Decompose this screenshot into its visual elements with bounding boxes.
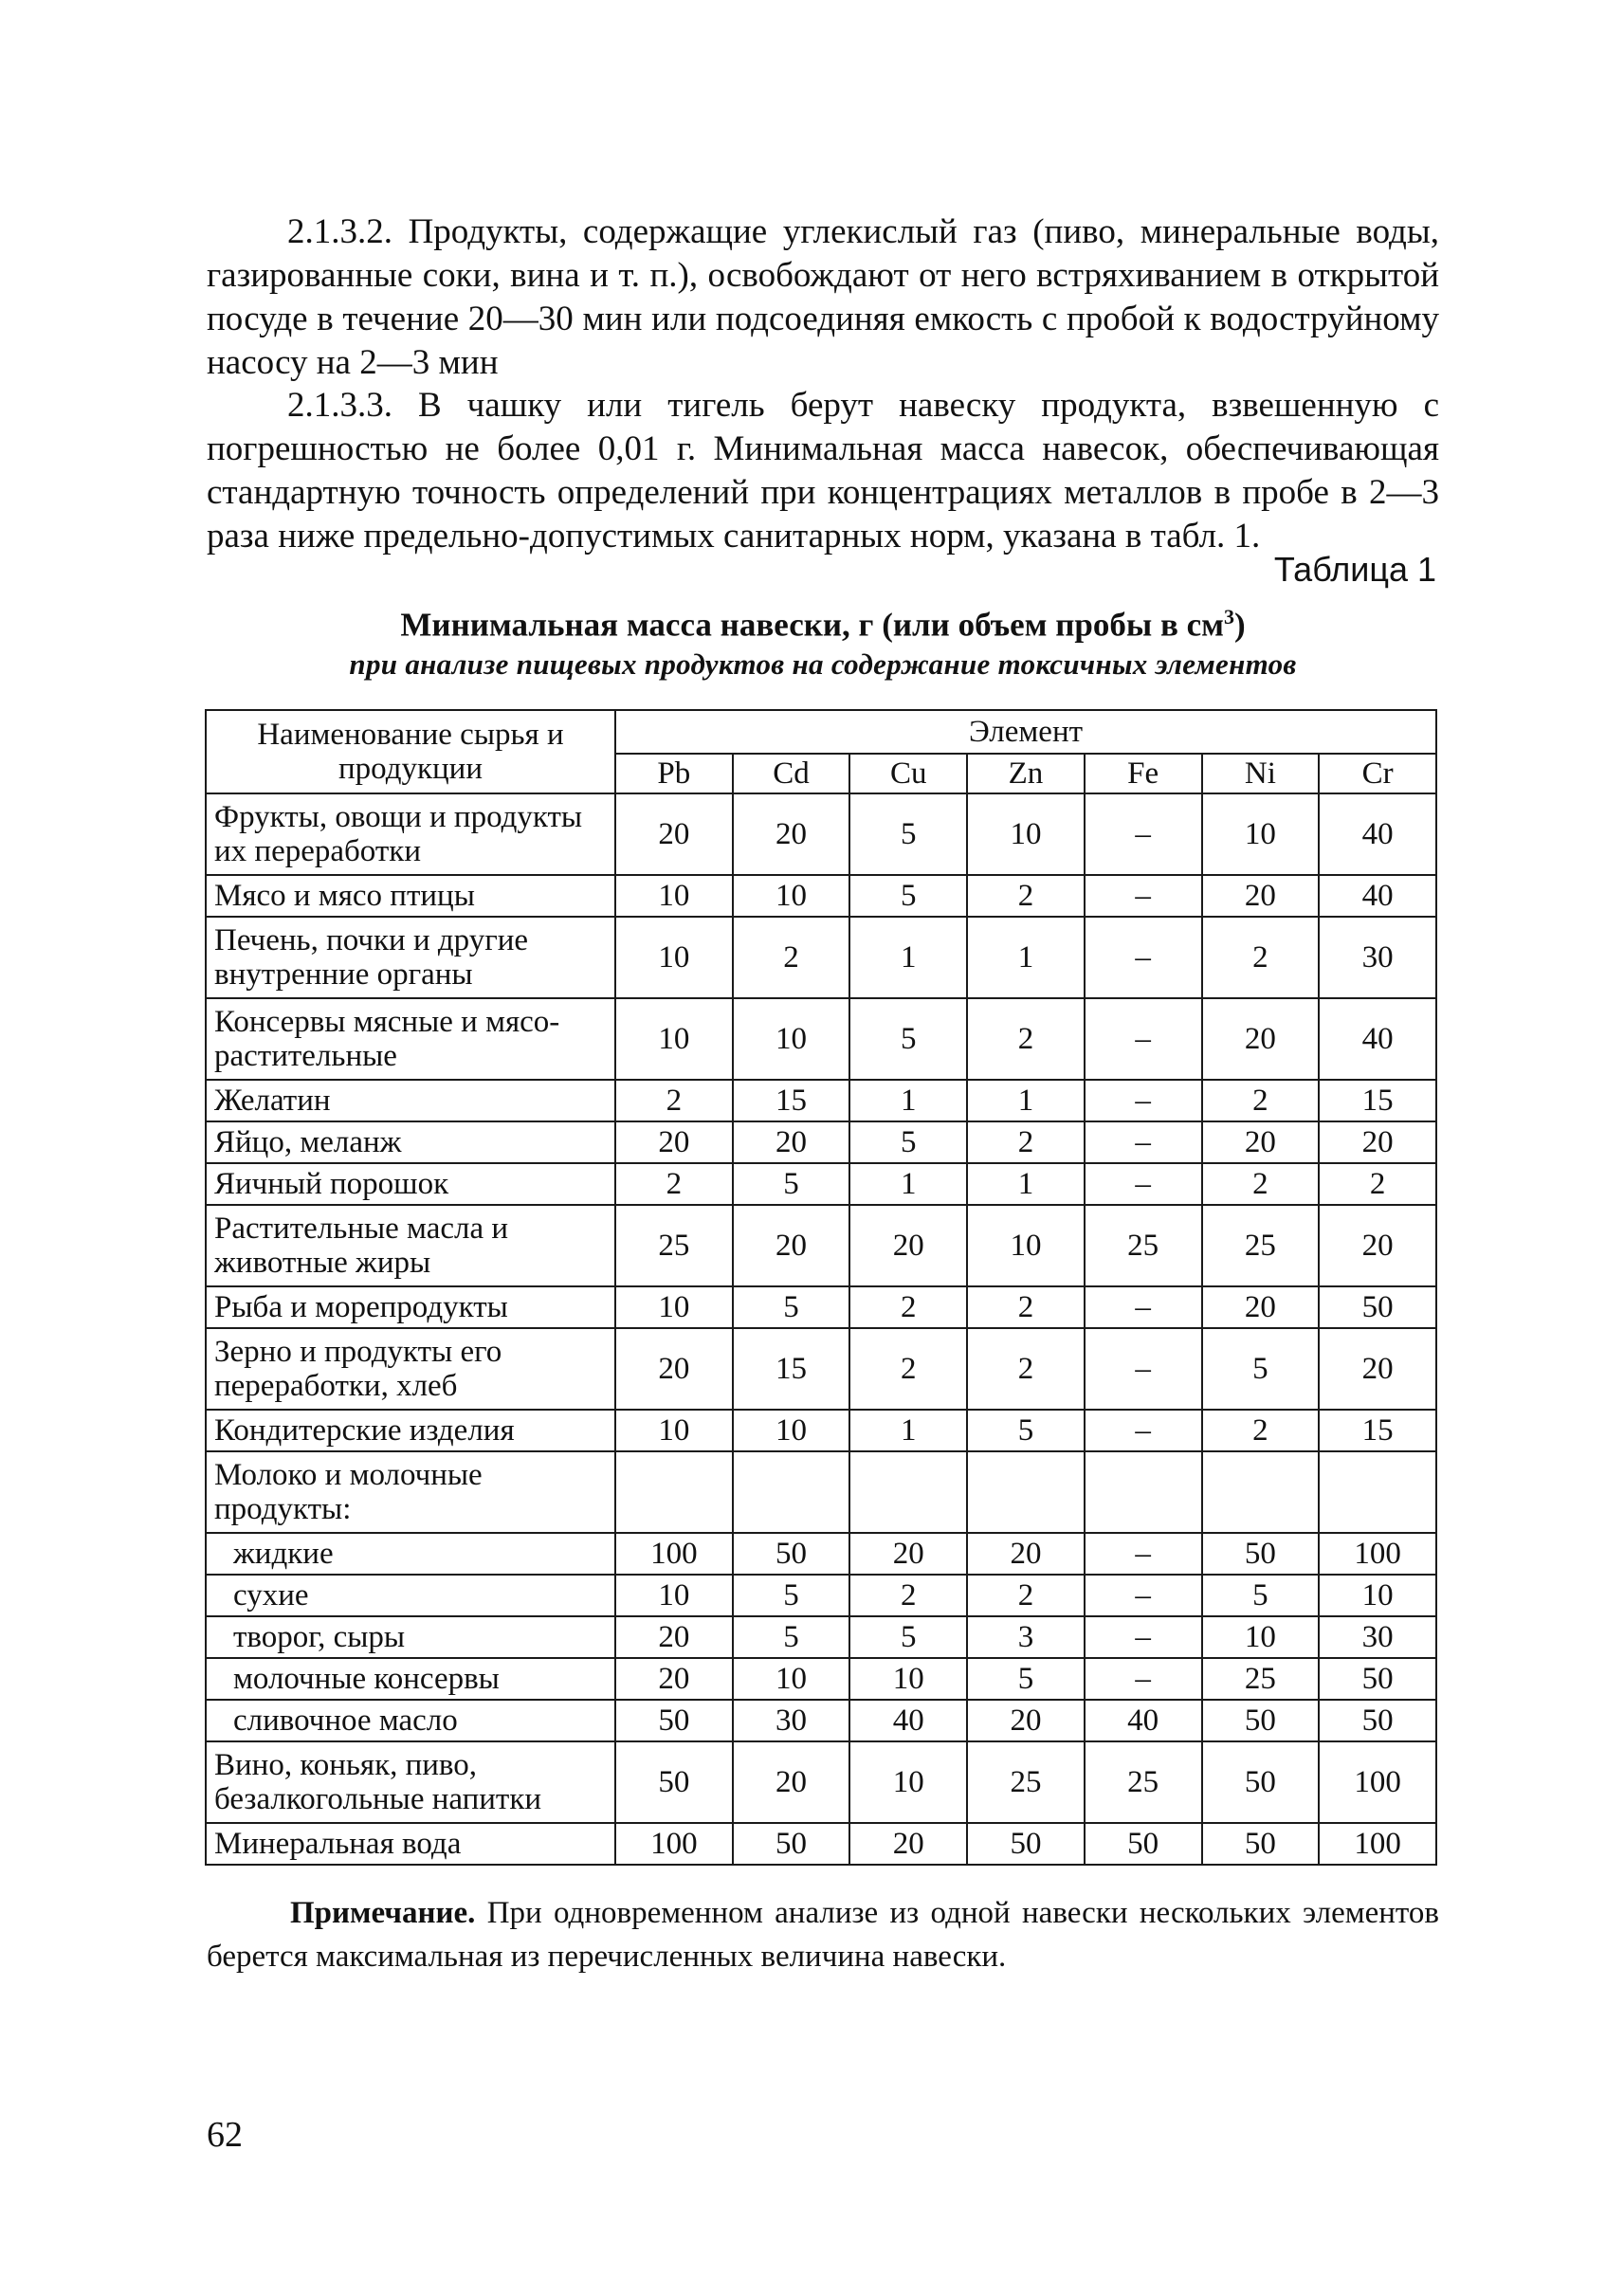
value-cell-fe: – — [1085, 998, 1202, 1080]
value-cell-fe: – — [1085, 793, 1202, 875]
value-cell-cr: 20 — [1319, 1328, 1436, 1410]
value-cell-fe: – — [1085, 875, 1202, 917]
value-cell-cd: 10 — [733, 1410, 850, 1451]
value-cell-fe — [1085, 1451, 1202, 1533]
value-cell-cu — [849, 1451, 967, 1533]
value-cell-cu: 1 — [849, 1410, 967, 1451]
value-cell-cr: 100 — [1319, 1741, 1436, 1823]
value-cell-cr: 20 — [1319, 1121, 1436, 1163]
value-cell-pb: 50 — [615, 1700, 733, 1741]
value-cell-zn: 25 — [967, 1741, 1085, 1823]
paragraph-2-1-3-3: 2.1.3.3. В чашку или тигель берут навеску продукта, взвешенную с погрешностью не более 0,01 г. Минимальная масса навесок, обеспечивающая стандартную точность определений при концентрациях металлов в пробе в 2—3 раза ниже предельно-допустимых санитарных норм, указана в табл. 1. — [207, 386, 1439, 556]
table-row — [206, 1658, 1436, 1700]
row-name-cell: Растительные масла и животные жиры — [206, 1205, 615, 1286]
table-caption-line2: при анализе пищевых продуктов на содержание токсичных элементов — [349, 647, 1297, 681]
row-name-cell: Минеральная вода — [206, 1823, 615, 1865]
table-row — [206, 875, 1436, 917]
value-cell-ni: 50 — [1202, 1533, 1320, 1575]
element-column-header: Элемент — [615, 710, 1436, 754]
value-cell-zn: 2 — [967, 875, 1085, 917]
value-cell-cd: 10 — [733, 875, 850, 917]
value-cell-cr: 50 — [1319, 1658, 1436, 1700]
value-cell-zn: 1 — [967, 1080, 1085, 1121]
value-cell-cr: 100 — [1319, 1823, 1436, 1865]
table-row — [206, 1121, 1436, 1163]
table-row — [206, 917, 1436, 998]
value-cell-pb: 10 — [615, 998, 733, 1080]
value-cell-cr: 40 — [1319, 998, 1436, 1080]
value-cell-zn: 2 — [967, 1328, 1085, 1410]
value-cell-cd: 20 — [733, 1205, 850, 1286]
row-name-cell: Мясо и мясо птицы — [206, 875, 615, 917]
value-cell-cr: 40 — [1319, 875, 1436, 917]
value-cell-pb: 20 — [615, 1616, 733, 1658]
value-cell-cr: 10 — [1319, 1575, 1436, 1616]
name-column-header: Наименование сырья и продукции — [206, 710, 615, 793]
table-row — [206, 1163, 1436, 1205]
value-cell-fe: – — [1085, 1616, 1202, 1658]
row-name-cell: Рыба и морепродукты — [206, 1286, 615, 1328]
value-cell-cr: 100 — [1319, 1533, 1436, 1575]
value-cell-zn: 2 — [967, 1121, 1085, 1163]
value-cell-ni: 10 — [1202, 793, 1320, 875]
page-number: 62 — [207, 2115, 243, 2155]
value-cell-cr — [1319, 1451, 1436, 1533]
value-cell-cd: 15 — [733, 1328, 850, 1410]
value-cell-ni: 5 — [1202, 1328, 1320, 1410]
value-cell-fe: – — [1085, 1410, 1202, 1451]
note-text: При одновременном анализе из одной навески нескольких элементов берется максимальная из перечисленных величина навески. — [207, 1896, 1439, 1974]
table-row — [206, 793, 1436, 875]
value-cell-cr: 2 — [1319, 1163, 1436, 1205]
element-header-cr: Cr — [1319, 754, 1436, 793]
row-name-cell: Консервы мясные и мясо-растительные — [206, 998, 615, 1080]
element-header-zn: Zn — [967, 754, 1085, 793]
value-cell-fe: 25 — [1085, 1741, 1202, 1823]
table-row — [206, 1410, 1436, 1451]
table-row — [206, 1823, 1436, 1865]
table-header-row — [206, 710, 1436, 754]
value-cell-zn — [967, 1451, 1085, 1533]
value-cell-fe: – — [1085, 1080, 1202, 1121]
element-mass-table — [205, 709, 1437, 1866]
value-cell-ni: 10 — [1202, 1616, 1320, 1658]
table-row — [206, 1205, 1436, 1286]
value-cell-cr: 30 — [1319, 917, 1436, 998]
row-name-cell: Печень, почки и другие внутренние органы — [206, 917, 615, 998]
table-row — [206, 1575, 1436, 1616]
value-cell-zn: 10 — [967, 1205, 1085, 1286]
value-cell-zn: 2 — [967, 1286, 1085, 1328]
value-cell-ni: 20 — [1202, 1121, 1320, 1163]
value-cell-ni: 2 — [1202, 1410, 1320, 1451]
row-name-cell: Яичный порошок — [206, 1163, 615, 1205]
value-cell-pb: 10 — [615, 875, 733, 917]
value-cell-ni: 20 — [1202, 1286, 1320, 1328]
value-cell-cr: 50 — [1319, 1286, 1436, 1328]
value-cell-cu: 20 — [849, 1205, 967, 1286]
value-cell-cu: 20 — [849, 1823, 967, 1865]
table-row — [206, 998, 1436, 1080]
value-cell-cd: 15 — [733, 1080, 850, 1121]
value-cell-cu: 40 — [849, 1700, 967, 1741]
table-body — [206, 793, 1436, 1865]
value-cell-cd: 20 — [733, 1121, 850, 1163]
row-name-cell: Яйцо, меланж — [206, 1121, 615, 1163]
element-header-fe: Fe — [1085, 754, 1202, 793]
value-cell-fe: – — [1085, 1286, 1202, 1328]
value-cell-fe: – — [1085, 1121, 1202, 1163]
value-cell-pb: 10 — [615, 917, 733, 998]
value-cell-cd: 5 — [733, 1163, 850, 1205]
paragraph-2-1-3-2: 2.1.3.2. Продукты, содержащие углекислый газ (пиво, минеральные воды, газированные соки, вина и т. п.), освобождают от него встряхиванием в открытой посуде в течение 20—30 мин или подсоединяя емкость с пробой к водоструйному насосу на 2—3 мин — [207, 212, 1439, 382]
value-cell-cr: 15 — [1319, 1080, 1436, 1121]
element-header-ni: Ni — [1202, 754, 1320, 793]
value-cell-ni: 50 — [1202, 1741, 1320, 1823]
value-cell-cd: 5 — [733, 1575, 850, 1616]
value-cell-ni: 2 — [1202, 917, 1320, 998]
value-cell-cu: 1 — [849, 917, 967, 998]
value-cell-cr: 40 — [1319, 793, 1436, 875]
value-cell-zn: 1 — [967, 917, 1085, 998]
value-cell-zn: 5 — [967, 1410, 1085, 1451]
value-cell-zn: 2 — [967, 998, 1085, 1080]
value-cell-fe: – — [1085, 1575, 1202, 1616]
value-cell-cu: 10 — [849, 1741, 967, 1823]
value-cell-fe: – — [1085, 1658, 1202, 1700]
value-cell-ni: 50 — [1202, 1823, 1320, 1865]
value-cell-cd: 5 — [733, 1286, 850, 1328]
value-cell-pb: 100 — [615, 1533, 733, 1575]
value-cell-fe: 25 — [1085, 1205, 1202, 1286]
table-caption-line1 — [207, 605, 1439, 645]
value-cell-ni: 5 — [1202, 1575, 1320, 1616]
value-cell-pb: 2 — [615, 1163, 733, 1205]
value-cell-cu: 10 — [849, 1658, 967, 1700]
value-cell-cu: 20 — [849, 1533, 967, 1575]
value-cell-zn: 1 — [967, 1163, 1085, 1205]
row-name-cell: Фрукты, овощи и продукты их переработки — [206, 793, 615, 875]
value-cell-cd — [733, 1451, 850, 1533]
value-cell-zn: 20 — [967, 1700, 1085, 1741]
value-cell-zn: 20 — [967, 1533, 1085, 1575]
table-row — [206, 1533, 1436, 1575]
value-cell-pb: 20 — [615, 1121, 733, 1163]
value-cell-fe: – — [1085, 1533, 1202, 1575]
value-cell-cd: 5 — [733, 1616, 850, 1658]
row-name-cell: жидкие — [206, 1533, 615, 1575]
value-cell-ni: 50 — [1202, 1700, 1320, 1741]
row-name-cell: Вино, коньяк, пиво, безалкогольные напитки — [206, 1741, 615, 1823]
element-header-pb: Pb — [615, 754, 733, 793]
value-cell-cr: 15 — [1319, 1410, 1436, 1451]
element-header-cu: Cu — [849, 754, 967, 793]
table-row — [206, 1451, 1436, 1533]
value-cell-fe: – — [1085, 1163, 1202, 1205]
value-cell-cr: 30 — [1319, 1616, 1436, 1658]
table-row — [206, 1700, 1436, 1741]
value-cell-pb: 100 — [615, 1823, 733, 1865]
value-cell-pb: 50 — [615, 1741, 733, 1823]
value-cell-ni: 25 — [1202, 1658, 1320, 1700]
caption-line1-text: Минимальная масса навески, г (или объем пробы в см — [400, 606, 1224, 644]
value-cell-zn: 2 — [967, 1575, 1085, 1616]
value-cell-pb — [615, 1451, 733, 1533]
value-cell-cu: 5 — [849, 875, 967, 917]
value-cell-cd: 50 — [733, 1823, 850, 1865]
table-note — [207, 1891, 1439, 1978]
value-cell-cd: 30 — [733, 1700, 850, 1741]
value-cell-cd: 20 — [733, 793, 850, 875]
value-cell-pb: 20 — [615, 1658, 733, 1700]
value-cell-zn: 10 — [967, 793, 1085, 875]
table-row — [206, 1080, 1436, 1121]
value-cell-pb: 10 — [615, 1575, 733, 1616]
value-cell-pb: 10 — [615, 1410, 733, 1451]
row-name-cell: сухие — [206, 1575, 615, 1616]
value-cell-fe: 40 — [1085, 1700, 1202, 1741]
value-cell-cd: 2 — [733, 917, 850, 998]
value-cell-fe: – — [1085, 917, 1202, 998]
value-cell-ni: 2 — [1202, 1080, 1320, 1121]
value-cell-cr: 20 — [1319, 1205, 1436, 1286]
value-cell-zn: 3 — [967, 1616, 1085, 1658]
value-cell-pb: 2 — [615, 1080, 733, 1121]
value-cell-cu: 5 — [849, 793, 967, 875]
value-cell-cu: 5 — [849, 1616, 967, 1658]
row-name-cell: Кондитерские изделия — [206, 1410, 615, 1451]
value-cell-ni: 20 — [1202, 998, 1320, 1080]
element-header-cd: Cd — [733, 754, 850, 793]
value-cell-cu: 5 — [849, 1121, 967, 1163]
value-cell-ni: 25 — [1202, 1205, 1320, 1286]
table-row — [206, 1741, 1436, 1823]
value-cell-cr: 50 — [1319, 1700, 1436, 1741]
row-name-cell: творог, сыры — [206, 1616, 615, 1658]
row-name-cell: Зерно и продукты его переработки, хлеб — [206, 1328, 615, 1410]
value-cell-cu: 2 — [849, 1328, 967, 1410]
value-cell-cd: 10 — [733, 998, 850, 1080]
value-cell-cu: 5 — [849, 998, 967, 1080]
value-cell-zn: 5 — [967, 1658, 1085, 1700]
value-cell-ni: 20 — [1202, 875, 1320, 917]
table-row — [206, 1328, 1436, 1410]
table-label: Таблица 1 — [1273, 550, 1436, 589]
table-row — [206, 1286, 1436, 1328]
value-cell-cu: 2 — [849, 1286, 967, 1328]
row-name-cell: сливочное масло — [206, 1700, 615, 1741]
value-cell-fe: – — [1085, 1328, 1202, 1410]
value-cell-fe: 50 — [1085, 1823, 1202, 1865]
value-cell-cu: 2 — [849, 1575, 967, 1616]
note-label: Примечание. — [290, 1896, 476, 1930]
value-cell-ni — [1202, 1451, 1320, 1533]
value-cell-cu: 1 — [849, 1080, 967, 1121]
value-cell-zn: 50 — [967, 1823, 1085, 1865]
caption-line1-end: ) — [1233, 606, 1246, 644]
value-cell-pb: 20 — [615, 793, 733, 875]
value-cell-cd: 50 — [733, 1533, 850, 1575]
value-cell-cu: 1 — [849, 1163, 967, 1205]
value-cell-pb: 10 — [615, 1286, 733, 1328]
row-name-cell: Молоко и молочные продукты: — [206, 1451, 615, 1533]
caption-superscript: 3 — [1223, 605, 1234, 629]
row-name-cell: Желатин — [206, 1080, 615, 1121]
value-cell-cd: 10 — [733, 1658, 850, 1700]
value-cell-pb: 25 — [615, 1205, 733, 1286]
value-cell-cd: 20 — [733, 1741, 850, 1823]
table-row — [206, 1616, 1436, 1658]
value-cell-pb: 20 — [615, 1328, 733, 1410]
row-name-cell: молочные консервы — [206, 1658, 615, 1700]
value-cell-ni: 2 — [1202, 1163, 1320, 1205]
